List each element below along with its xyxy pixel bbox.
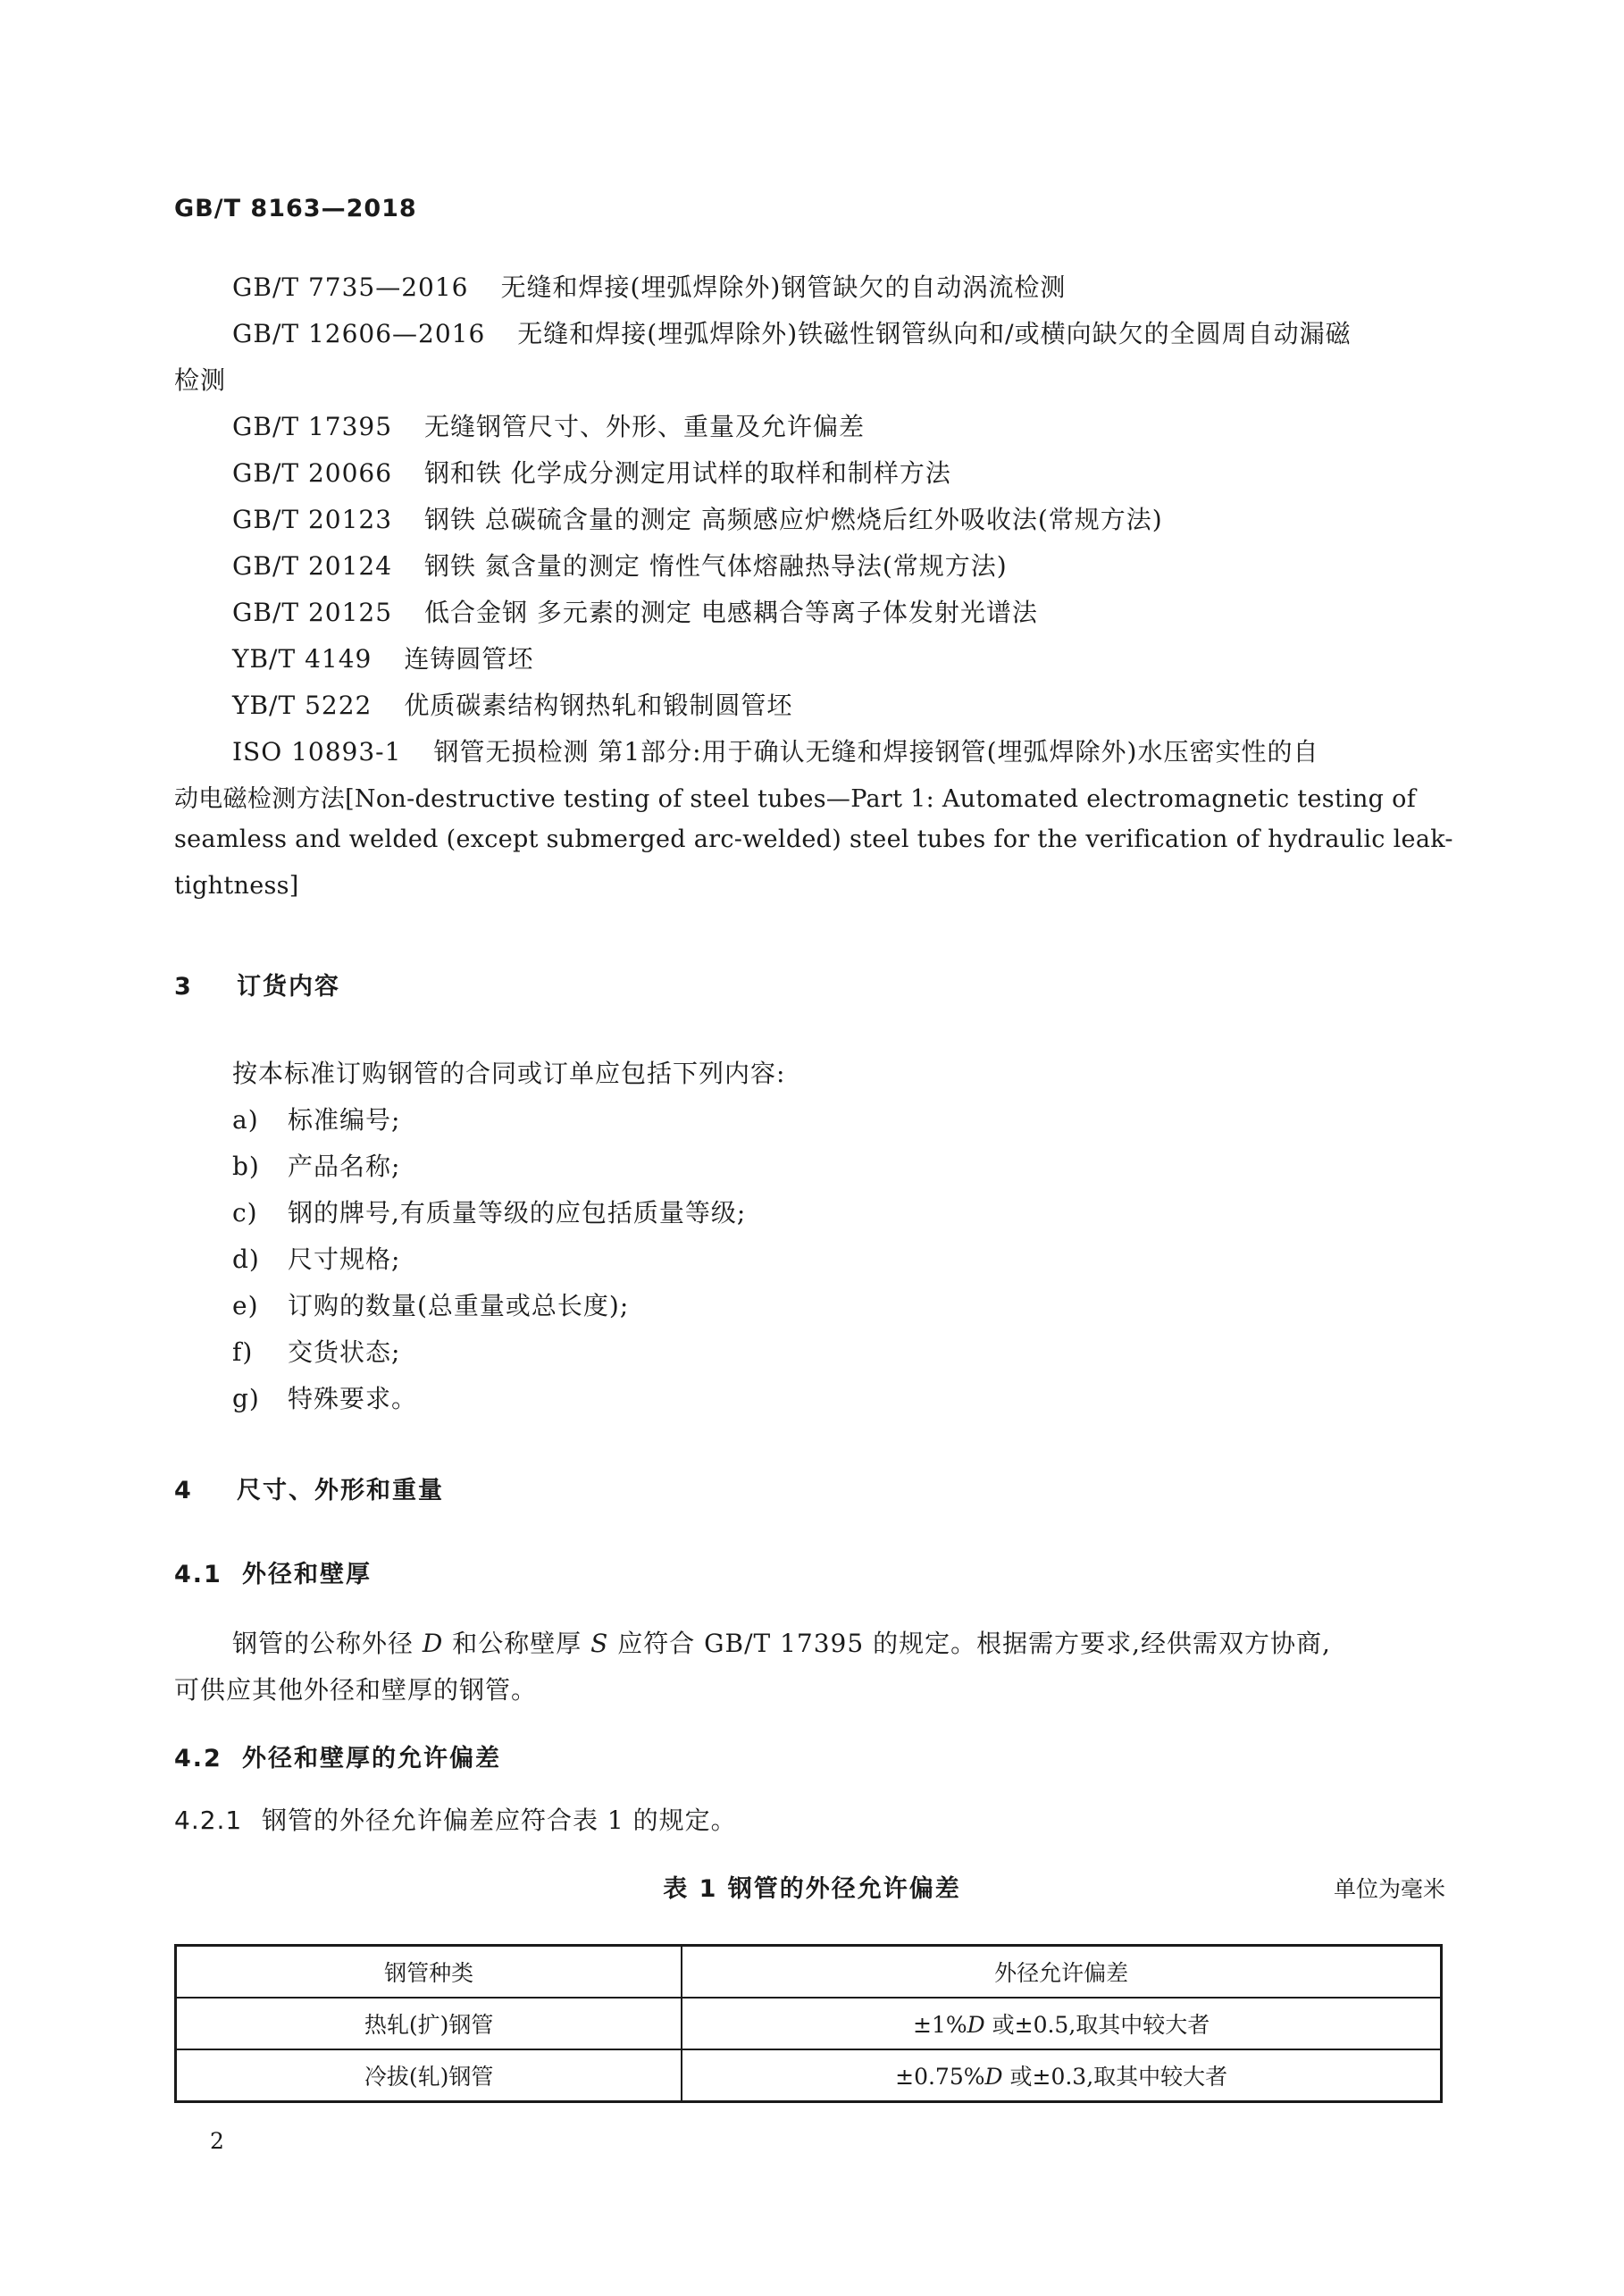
list-item (232, 1147, 400, 1183)
subsection-number: 4.2 (174, 1745, 222, 1772)
reference-title: 无缝和焊接(埋弧焊除外)铁磁性钢管纵向和/或横向缺欠的全圆周自动漏磁 (517, 319, 1352, 348)
list-item-text: 特殊要求。 (288, 1384, 418, 1413)
list-item-text: 订购的数量(总重量或总长度); (288, 1291, 630, 1320)
table-header-cell: 外径允许偏差 (682, 1946, 1441, 1999)
page-header-standard-number: GB/T 8163—2018 (174, 195, 417, 222)
reference-title: 优质碳素结构钢热轧和锻制圆管坯 (404, 691, 793, 720)
section-heading (174, 967, 340, 1001)
reference-line (232, 547, 1008, 582)
table-cell-type: 冷拔(轧)钢管 (176, 2049, 682, 2102)
reference-code: YB/T 4149 (232, 644, 373, 674)
reference-line (232, 314, 1352, 350)
reference-code: ISO 10893-1 (232, 737, 402, 767)
reference-title: 钢和铁 化学成分测定用试样的取样和制样方法 (424, 458, 951, 488)
list-item-label: d) (232, 1244, 260, 1274)
reference-title: 无缝和焊接(埋弧焊除外)钢管缺欠的自动涡流检测 (500, 272, 1067, 302)
table-header-cell: 钢管种类 (176, 1946, 682, 1999)
reference-continuation: tightness] (174, 872, 299, 900)
subsection-number: 4.1 (174, 1561, 222, 1588)
list-item-text: 标准编号; (288, 1105, 401, 1135)
subsection-title: 外径和壁厚 (242, 1561, 372, 1588)
reference-code: GB/T 20066 (232, 458, 393, 488)
list-item (232, 1333, 400, 1369)
reference-code: GB/T 20123 (232, 505, 393, 534)
reference-code: GB/T 20124 (232, 551, 393, 581)
list-item (232, 1240, 400, 1276)
section-intro: 按本标准订购钢管的合同或订单应包括下列内容: (232, 1059, 786, 1088)
reference-code: GB/T 17395 (232, 412, 393, 441)
list-item-label: f) (232, 1337, 254, 1367)
list-item-label: g) (232, 1384, 260, 1413)
reference-continuation: seamless and welded (except submerged arc-welded) steel tubes for the verification of hydraulic leak- (174, 825, 1453, 853)
tolerance-table (174, 1944, 1443, 2103)
page-number: 2 (210, 2128, 224, 2154)
section-number: 4 (174, 1477, 193, 1504)
reference-code: YB/T 5222 (232, 691, 373, 720)
list-item-text: 交货状态; (288, 1337, 401, 1367)
clause-number: 4.2.1 (174, 1806, 243, 1835)
list-item-label: c) (232, 1198, 258, 1228)
symbol-D: D (422, 1629, 444, 1658)
clause-text: 钢管的外径允许偏差应符合表 1 的规定。 (262, 1806, 737, 1835)
paragraph-line: 钢管的公称外径 D 和公称壁厚 S 应符合 GB/T 17395 的规定。根据需方要求,经供需双方协商, (232, 1629, 1331, 1658)
subsection-heading (174, 1554, 372, 1589)
table-caption: 表 1 钢管的外径允许偏差 (663, 1875, 961, 1903)
reference-title: 连铸圆管坯 (404, 644, 534, 674)
reference-line (232, 686, 792, 722)
reference-line (232, 268, 1066, 304)
table-header-row (176, 1946, 1442, 1999)
reference-line (232, 593, 1038, 629)
list-item-text: 尺寸规格; (288, 1244, 401, 1274)
reference-title: 钢管无损检测 第1部分:用于确认无缝和焊接钢管(埋弧焊除外)水压密实性的自 (433, 737, 1319, 767)
table-row (176, 1998, 1442, 2049)
reference-line (232, 454, 951, 490)
symbol-S: S (590, 1629, 609, 1658)
list-item-label: a) (232, 1105, 259, 1135)
table-cell-tolerance: ±1%D 或±0.5,取其中较大者 (682, 1998, 1441, 2049)
reference-line (232, 733, 1318, 768)
section-title: 尺寸、外形和重量 (237, 1477, 444, 1504)
list-item (232, 1194, 746, 1229)
list-item-text: 钢的牌号,有质量等级的应包括质量等级; (288, 1198, 747, 1228)
list-item (232, 1379, 417, 1415)
table-row (176, 2049, 1442, 2102)
clause (174, 1801, 737, 1837)
subsection-title: 外径和壁厚的允许偏差 (242, 1745, 501, 1772)
reference-code: GB/T 20125 (232, 598, 393, 627)
reference-line (232, 640, 533, 675)
reference-title: 钢铁 氮含量的测定 惰性气体熔融热导法(常规方法) (424, 551, 1008, 581)
reference-line (232, 500, 1163, 536)
reference-code: GB/T 12606—2016 (232, 319, 486, 348)
table-cell-type: 热轧(扩)钢管 (176, 1998, 682, 2049)
reference-line (232, 407, 865, 443)
reference-continuation: 动电磁检测方法[Non-destructive testing of steel tubes—Part 1: Automated electromagnetic testing of (174, 785, 1416, 813)
reference-title: 低合金钢 多元素的测定 电感耦合等离子体发射光谱法 (424, 598, 1038, 627)
list-item (232, 1101, 400, 1136)
reference-continuation: 检测 (174, 365, 227, 395)
section-heading (174, 1471, 444, 1505)
section-title: 订货内容 (237, 973, 340, 1001)
section-number: 3 (174, 973, 193, 1001)
table-cell-tolerance: ±0.75%D 或±0.3,取其中较大者 (682, 2049, 1441, 2102)
list-item-text: 产品名称; (288, 1152, 401, 1181)
list-item-label: e) (232, 1291, 259, 1320)
list-item (232, 1286, 629, 1322)
list-item-label: b) (232, 1152, 260, 1181)
reference-title: 无缝钢管尺寸、外形、重量及允许偏差 (424, 412, 866, 441)
reference-code: GB/T 7735—2016 (232, 272, 469, 302)
paragraph-line: 可供应其他外径和壁厚的钢管。 (174, 1675, 538, 1705)
reference-title: 钢铁 总碳硫含量的测定 高频感应炉燃烧后红外吸收法(常规方法) (424, 505, 1163, 534)
table-unit: 单位为毫米 (1333, 1876, 1445, 1902)
subsection-heading (174, 1739, 501, 1773)
